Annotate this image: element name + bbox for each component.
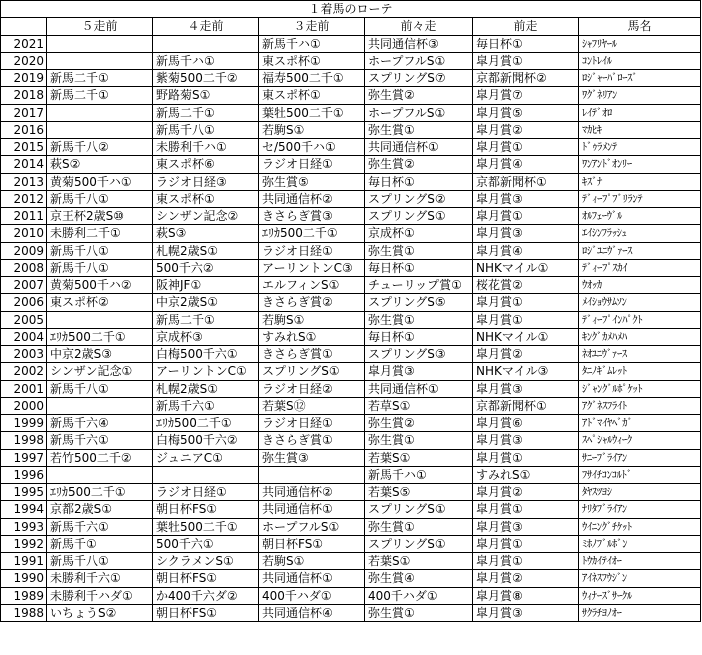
race-3-before-cell[interactable]: 若駒S① — [259, 311, 365, 328]
race-4-before-cell[interactable]: 500千六② — [153, 259, 259, 276]
race-5-before-cell[interactable]: 未勝利二千① — [47, 225, 153, 242]
year-cell[interactable]: 1996 — [1, 466, 47, 483]
race-2-before-cell[interactable]: 弥生賞② — [365, 415, 473, 432]
race-4-before-cell[interactable]: 紫菊500二千② — [153, 70, 259, 87]
year-cell[interactable]: 2003 — [1, 346, 47, 363]
race-3-before-cell[interactable]: 共同通信杯① — [259, 570, 365, 587]
table-row — [1, 242, 701, 259]
previous-race-cell[interactable]: 皐月賞① — [473, 501, 579, 518]
race-5-before-cell[interactable]: 新馬千八① — [47, 380, 153, 397]
race-3-before-cell[interactable]: 共同通信杯① — [259, 501, 365, 518]
race-4-before-cell[interactable]: 東スポ杯① — [153, 190, 259, 207]
race-5-before-cell[interactable] — [47, 35, 153, 52]
race-3-before-cell[interactable]: エルフィンS① — [259, 277, 365, 294]
race-2-before-cell[interactable]: スプリングS① — [365, 535, 473, 552]
horse-name-cell[interactable]: ﾛｼﾞｬｰﾊﾞﾛｰｽﾞ — [579, 70, 701, 87]
race-3-before-cell[interactable]: きさらぎ賞③ — [259, 208, 365, 225]
year-cell[interactable]: 1992 — [1, 535, 47, 552]
previous-race-cell[interactable]: 毎日杯① — [473, 35, 579, 52]
horse-name-cell[interactable]: ｵﾙﾌｪｰｳﾞﾙ — [579, 208, 701, 225]
table-row — [1, 397, 701, 414]
header-horse-name: 馬名 — [579, 18, 701, 35]
race-3-before-cell[interactable]: きさらぎ賞② — [259, 294, 365, 311]
previous-race-cell[interactable]: NHKマイル③ — [473, 363, 579, 380]
horse-name-cell[interactable]: ｻﾆｰﾌﾞﾗｲｱﾝ — [579, 449, 701, 466]
year-cell[interactable]: 1994 — [1, 501, 47, 518]
race-5-before-cell[interactable]: 新馬二千① — [47, 70, 153, 87]
race-4-before-cell[interactable] — [153, 466, 259, 483]
table-row — [1, 449, 701, 466]
previous-race-cell[interactable]: 京都新聞杯② — [473, 70, 579, 87]
race-4-before-cell[interactable]: 白梅500千六② — [153, 432, 259, 449]
race-2-before-cell[interactable]: 弥生賞① — [365, 604, 473, 621]
table-row — [1, 380, 701, 397]
race-4-before-cell[interactable]: 新馬二千① — [153, 311, 259, 328]
horse-name-cell[interactable]: ﾃﾞｨｰﾌﾟｲﾝﾊﾟｸﾄ — [579, 311, 701, 328]
horse-name-cell[interactable]: ﾄｳｶｲﾃｲｵｰ — [579, 553, 701, 570]
table-row — [1, 346, 701, 363]
race-2-before-cell[interactable]: スプリングS⑦ — [365, 70, 473, 87]
horse-name-cell[interactable]: ｻｸﾗﾁﾖﾉｵｰ — [579, 604, 701, 621]
previous-race-cell[interactable]: 皐月賞⑤ — [473, 104, 579, 121]
year-cell[interactable]: 1988 — [1, 604, 47, 621]
race-4-before-cell[interactable]: シクラメンS① — [153, 553, 259, 570]
year-cell[interactable]: 2016 — [1, 121, 47, 138]
year-cell[interactable]: 2010 — [1, 225, 47, 242]
race-5-before-cell[interactable]: 新馬千六① — [47, 432, 153, 449]
previous-race-cell[interactable]: 皐月賞① — [473, 553, 579, 570]
race-5-before-cell[interactable]: 萩S② — [47, 156, 153, 173]
horse-name-cell[interactable]: ｴｲｼﾝﾌﾗｯｼｭ — [579, 225, 701, 242]
race-3-before-cell[interactable]: 東スポ杯① — [259, 87, 365, 104]
table-row — [1, 587, 701, 604]
previous-race-cell[interactable]: 皐月賞① — [473, 311, 579, 328]
race-5-before-cell[interactable]: 黄菊500千ハ① — [47, 173, 153, 190]
race-5-before-cell[interactable]: ｴﾘｶ500二千① — [47, 484, 153, 501]
race-5-before-cell[interactable] — [47, 121, 153, 138]
header-3-races-before: ３走前 — [259, 18, 365, 35]
horse-name-cell[interactable]: ｱｲﾈｽﾌｳｼﾞﾝ — [579, 570, 701, 587]
race-2-before-cell[interactable]: スプリングS① — [365, 501, 473, 518]
race-5-before-cell[interactable] — [47, 397, 153, 414]
race-4-before-cell[interactable]: 新馬千六① — [153, 397, 259, 414]
previous-race-cell[interactable]: 皐月賞① — [473, 294, 579, 311]
race-5-before-cell[interactable]: いちょうS② — [47, 604, 153, 621]
race-2-before-cell[interactable]: ホープフルS① — [365, 104, 473, 121]
table-row — [1, 294, 701, 311]
previous-race-cell[interactable]: 桜花賞② — [473, 277, 579, 294]
table-row — [1, 156, 701, 173]
year-cell[interactable]: 2005 — [1, 311, 47, 328]
previous-race-cell[interactable]: 皐月賞③ — [473, 380, 579, 397]
year-cell[interactable]: 2009 — [1, 242, 47, 259]
horse-name-cell[interactable]: ﾏｶﾋｷ — [579, 121, 701, 138]
race-4-before-cell[interactable]: 阪神JF① — [153, 277, 259, 294]
table-row — [1, 277, 701, 294]
race-4-before-cell[interactable]: 白梅500千六① — [153, 346, 259, 363]
table-row — [1, 484, 701, 501]
race-2-before-cell[interactable]: 共同通信杯③ — [365, 35, 473, 52]
race-2-before-cell[interactable]: 毎日杯① — [365, 328, 473, 345]
race-4-before-cell[interactable]: 朝日杯FS① — [153, 501, 259, 518]
year-cell[interactable]: 1993 — [1, 518, 47, 535]
race-4-before-cell[interactable]: 新馬二千① — [153, 104, 259, 121]
race-2-before-cell[interactable]: 京成杯① — [365, 225, 473, 242]
previous-race-cell[interactable]: 皐月賞① — [473, 535, 579, 552]
previous-race-cell[interactable]: 皐月賞② — [473, 121, 579, 138]
race-3-before-cell[interactable]: 共同通信杯④ — [259, 604, 365, 621]
horse-name-cell[interactable]: ﾄﾞｩﾗﾒﾝﾃ — [579, 139, 701, 156]
horse-name-cell[interactable]: ﾀﾆﾉｷﾞﾑﾚｯﾄ — [579, 363, 701, 380]
race-5-before-cell[interactable]: 新馬千六④ — [47, 415, 153, 432]
table-row — [1, 432, 701, 449]
race-5-before-cell[interactable]: 新馬千六① — [47, 518, 153, 535]
horse-name-cell[interactable]: ﾛｼﾞﾕﾆｳﾞｧｰｽ — [579, 242, 701, 259]
horse-name-cell[interactable]: ﾃﾞｨｰﾌﾟﾌﾞﾘﾗﾝﾃ — [579, 190, 701, 207]
race-2-before-cell[interactable]: 若葉S① — [365, 449, 473, 466]
race-4-before-cell[interactable]: 野路菊S① — [153, 87, 259, 104]
race-4-before-cell[interactable]: 京成杯③ — [153, 328, 259, 345]
table-row — [1, 104, 701, 121]
race-2-before-cell[interactable]: ホープフルS① — [365, 52, 473, 69]
year-cell[interactable]: 2006 — [1, 294, 47, 311]
race-3-before-cell[interactable]: きさらぎ賞① — [259, 346, 365, 363]
race-4-before-cell[interactable]: 萩S③ — [153, 225, 259, 242]
race-4-before-cell[interactable]: 500千六① — [153, 535, 259, 552]
horse-name-cell[interactable]: ﾌｻｲﾁｺﾝｺﾙﾄﾞ — [579, 466, 701, 483]
race-5-before-cell[interactable]: 黄菊500千ハ② — [47, 277, 153, 294]
previous-race-cell[interactable]: NHKマイル① — [473, 259, 579, 276]
race-4-before-cell[interactable]: 新馬千八① — [153, 121, 259, 138]
year-cell[interactable]: 2001 — [1, 380, 47, 397]
table-row — [1, 311, 701, 328]
previous-race-cell[interactable]: 皐月賞③ — [473, 432, 579, 449]
race-2-before-cell[interactable]: 弥生賞① — [365, 432, 473, 449]
header-year — [1, 18, 47, 35]
race-4-before-cell[interactable]: 札幌2歳S① — [153, 380, 259, 397]
table-row — [1, 328, 701, 345]
table-row — [1, 466, 701, 483]
race-5-before-cell[interactable]: 京都2歳S① — [47, 501, 153, 518]
previous-race-cell[interactable]: 皐月賞⑦ — [473, 87, 579, 104]
race-5-before-cell[interactable]: 未勝利千六① — [47, 570, 153, 587]
year-cell[interactable]: 2021 — [1, 35, 47, 52]
race-5-before-cell[interactable]: 新馬千八① — [47, 553, 153, 570]
sheet-title: １着馬のローテ — [1, 1, 701, 18]
race-2-before-cell[interactable]: 弥生賞① — [365, 242, 473, 259]
race-5-before-cell[interactable]: シンザン記念① — [47, 363, 153, 380]
horse-name-cell[interactable]: ｺﾝﾄﾚｲﾙ — [579, 52, 701, 69]
race-2-before-cell[interactable]: スプリングS⑤ — [365, 294, 473, 311]
year-cell[interactable]: 1997 — [1, 449, 47, 466]
year-cell[interactable]: 2007 — [1, 277, 47, 294]
race-4-before-cell[interactable]: ラジオ日経③ — [153, 173, 259, 190]
table-row — [1, 87, 701, 104]
race-5-before-cell[interactable]: ｴﾘｶ500二千① — [47, 328, 153, 345]
table-row — [1, 363, 701, 380]
horse-name-cell[interactable]: ｷｽﾞﾅ — [579, 173, 701, 190]
horse-name-cell[interactable]: ﾀﾔｽﾂﾖｼ — [579, 484, 701, 501]
table-row — [1, 553, 701, 570]
race-2-before-cell[interactable]: 若草S① — [365, 397, 473, 414]
race-3-before-cell[interactable]: ラジオ日経② — [259, 380, 365, 397]
race-3-before-cell[interactable]: 若駒S① — [259, 553, 365, 570]
race-2-before-cell[interactable]: 弥生賞① — [365, 311, 473, 328]
table-row — [1, 604, 701, 621]
table-row — [1, 535, 701, 552]
previous-race-cell[interactable]: 皐月賞② — [473, 570, 579, 587]
horse-name-cell[interactable]: ｷﾝｸﾞｶﾒﾊﾒﾊ — [579, 328, 701, 345]
horse-name-cell[interactable]: ｱﾄﾞﾏｲﾔﾍﾞｶﾞ — [579, 415, 701, 432]
race-2-before-cell[interactable]: 弥生賞① — [365, 121, 473, 138]
table-row — [1, 570, 701, 587]
race-2-before-cell[interactable]: スプリングS① — [365, 208, 473, 225]
year-cell[interactable]: 2020 — [1, 52, 47, 69]
race-2-before-cell[interactable]: 毎日杯① — [365, 259, 473, 276]
previous-race-cell[interactable]: 皐月賞② — [473, 346, 579, 363]
header-4-races-before: ４走前 — [153, 18, 259, 35]
title-row — [1, 1, 701, 18]
year-cell[interactable]: 2012 — [1, 190, 47, 207]
table-row — [1, 121, 701, 138]
race-2-before-cell[interactable]: スプリングS③ — [365, 346, 473, 363]
year-cell[interactable]: 1995 — [1, 484, 47, 501]
previous-race-cell[interactable]: 皐月賞① — [473, 208, 579, 225]
race-3-before-cell[interactable]: すみれS① — [259, 328, 365, 345]
race-2-before-cell[interactable]: 弥生賞① — [365, 518, 473, 535]
table-row — [1, 190, 701, 207]
race-3-before-cell[interactable]: 若駒S① — [259, 121, 365, 138]
race-2-before-cell[interactable]: 400千ハダ① — [365, 587, 473, 604]
horse-name-cell[interactable]: ﾜﾝｱﾝﾄﾞｵﾝﾘｰ — [579, 156, 701, 173]
race-5-before-cell[interactable]: 新馬千八① — [47, 259, 153, 276]
race-4-before-cell[interactable]: 朝日杯FS① — [153, 570, 259, 587]
race-5-before-cell[interactable]: 京王杯2歳S⑩ — [47, 208, 153, 225]
race-2-before-cell[interactable]: チューリップ賞① — [365, 277, 473, 294]
race-4-before-cell[interactable]: 葉牡500二千① — [153, 518, 259, 535]
horse-name-cell[interactable]: ｳｵｯｶ — [579, 277, 701, 294]
previous-race-cell[interactable]: NHKマイル① — [473, 328, 579, 345]
previous-race-cell[interactable]: 皐月賞① — [473, 139, 579, 156]
race-4-before-cell[interactable]: ｴﾘｶ500二千① — [153, 415, 259, 432]
race-2-before-cell[interactable]: 共同通信杯① — [365, 380, 473, 397]
race-3-before-cell[interactable]: 弥生賞⑤ — [259, 173, 365, 190]
header-2-races-before: 前々走 — [365, 18, 473, 35]
race-4-before-cell[interactable]: ジュニアC① — [153, 449, 259, 466]
horse-name-cell[interactable]: ﾐﾎﾉﾌﾞﾙﾎﾞﾝ — [579, 535, 701, 552]
horse-name-cell[interactable]: ﾃﾞｨｰﾌﾟｽｶｲ — [579, 259, 701, 276]
race-3-before-cell[interactable]: ラジオ日経① — [259, 156, 365, 173]
race-5-before-cell[interactable]: 新馬千八① — [47, 242, 153, 259]
race-4-before-cell[interactable]: アーリントンC① — [153, 363, 259, 380]
race-3-before-cell[interactable]: 400千ハダ① — [259, 587, 365, 604]
previous-race-cell[interactable]: 皐月賞③ — [473, 604, 579, 621]
race-3-before-cell[interactable]: スプリングS① — [259, 363, 365, 380]
race-5-before-cell[interactable]: 未勝利千ハダ① — [47, 587, 153, 604]
race-3-before-cell[interactable]: セ/500千ハ① — [259, 139, 365, 156]
previous-race-cell[interactable]: 皐月賞③ — [473, 518, 579, 535]
year-cell[interactable]: 2000 — [1, 397, 47, 414]
year-cell[interactable]: 2015 — [1, 139, 47, 156]
table-row — [1, 518, 701, 535]
previous-race-cell[interactable]: すみれS① — [473, 466, 579, 483]
year-cell[interactable]: 2004 — [1, 328, 47, 345]
previous-race-cell[interactable]: 皐月賞⑥ — [473, 415, 579, 432]
header-5-races-before: ５走前 — [47, 18, 153, 35]
race-2-before-cell[interactable]: 弥生賞② — [365, 87, 473, 104]
race-3-before-cell[interactable]: ラジオ日経① — [259, 242, 365, 259]
horse-name-cell[interactable]: ｳｲﾆﾝｸﾞﾁｹｯﾄ — [579, 518, 701, 535]
race-2-before-cell[interactable]: 若葉S① — [365, 553, 473, 570]
table-row — [1, 35, 701, 52]
race-3-before-cell[interactable]: ホープフルS① — [259, 518, 365, 535]
table-row — [1, 173, 701, 190]
horse-name-cell[interactable]: ｳｨﾅｰｽﾞｻｰｸﾙ — [579, 587, 701, 604]
race-4-before-cell[interactable]: シンザン記念② — [153, 208, 259, 225]
year-cell[interactable]: 1990 — [1, 570, 47, 587]
race-4-before-cell[interactable]: 中京2歳S① — [153, 294, 259, 311]
previous-race-cell[interactable]: 皐月賞③ — [473, 225, 579, 242]
year-cell[interactable]: 1989 — [1, 587, 47, 604]
race-2-before-cell[interactable]: 弥生賞④ — [365, 570, 473, 587]
table-row — [1, 208, 701, 225]
race-4-before-cell[interactable] — [153, 35, 259, 52]
race-3-before-cell[interactable]: 新馬千ハ① — [259, 35, 365, 52]
table-row — [1, 415, 701, 432]
race-2-before-cell[interactable]: 若葉S⑤ — [365, 484, 473, 501]
table-row — [1, 501, 701, 518]
year-cell[interactable]: 2008 — [1, 259, 47, 276]
race-2-before-cell[interactable]: 新馬千ハ① — [365, 466, 473, 483]
race-3-before-cell[interactable]: 共同通信杯② — [259, 190, 365, 207]
race-5-before-cell[interactable] — [47, 52, 153, 69]
race-3-before-cell[interactable]: ｴﾘｶ500二千① — [259, 225, 365, 242]
race-3-before-cell[interactable]: 若葉S⑫ — [259, 397, 365, 414]
race-4-before-cell[interactable]: ラジオ日経① — [153, 484, 259, 501]
table-row — [1, 225, 701, 242]
horse-name-cell[interactable]: ｼｬﾌﾘﾔｰﾙ — [579, 35, 701, 52]
race-4-before-cell[interactable]: 東スポ杯⑥ — [153, 156, 259, 173]
race-3-before-cell[interactable]: 福寿500二千① — [259, 70, 365, 87]
race-5-before-cell[interactable] — [47, 104, 153, 121]
table-row — [1, 70, 701, 87]
horse-name-cell[interactable]: ｱｸﾞﾈｽﾌﾗｲﾄ — [579, 397, 701, 414]
race-2-before-cell[interactable]: 毎日杯① — [365, 173, 473, 190]
horse-name-cell[interactable]: ｼﾞｬﾝｸﾞﾙﾎﾟｹｯﾄ — [579, 380, 701, 397]
previous-race-cell[interactable]: 京都新聞杯① — [473, 173, 579, 190]
table-row — [1, 259, 701, 276]
year-cell[interactable]: 2018 — [1, 87, 47, 104]
previous-race-cell[interactable]: 皐月賞③ — [473, 190, 579, 207]
race-3-before-cell[interactable]: 東スポ杯① — [259, 52, 365, 69]
race-2-before-cell[interactable]: 共同通信杯① — [365, 139, 473, 156]
year-cell[interactable]: 2002 — [1, 363, 47, 380]
previous-race-cell[interactable]: 皐月賞④ — [473, 156, 579, 173]
year-cell[interactable]: 1999 — [1, 415, 47, 432]
race-5-before-cell[interactable]: 新馬千八① — [47, 190, 153, 207]
previous-race-cell[interactable]: 皐月賞① — [473, 52, 579, 69]
race-5-before-cell[interactable]: 若竹500二千② — [47, 449, 153, 466]
previous-race-cell[interactable]: 皐月賞④ — [473, 242, 579, 259]
race-5-before-cell[interactable]: 新馬二千① — [47, 87, 153, 104]
race-4-before-cell[interactable]: 札幌2歳S① — [153, 242, 259, 259]
horse-name-cell[interactable]: ﾈｵﾕﾆｳﾞｧｰｽ — [579, 346, 701, 363]
race-5-before-cell[interactable]: 新馬千① — [47, 535, 153, 552]
header-row — [1, 18, 701, 35]
race-4-before-cell[interactable]: 新馬千ハ① — [153, 52, 259, 69]
year-cell[interactable]: 2011 — [1, 208, 47, 225]
year-cell[interactable]: 1998 — [1, 432, 47, 449]
race-5-before-cell[interactable]: 中京2歳S③ — [47, 346, 153, 363]
table-row — [1, 52, 701, 69]
race-2-before-cell[interactable]: 皐月賞③ — [365, 363, 473, 380]
previous-race-cell[interactable]: 皐月賞⑧ — [473, 587, 579, 604]
race-4-before-cell[interactable]: 朝日杯FS① — [153, 604, 259, 621]
race-3-before-cell[interactable] — [259, 466, 365, 483]
race-3-before-cell[interactable]: 朝日杯FS① — [259, 535, 365, 552]
race-5-before-cell[interactable] — [47, 466, 153, 483]
race-4-before-cell[interactable]: か400千六ダ② — [153, 587, 259, 604]
horse-name-cell[interactable]: ﾒｲｼｮｳｻﾑｿﾝ — [579, 294, 701, 311]
race-3-before-cell[interactable]: 弥生賞③ — [259, 449, 365, 466]
previous-race-cell[interactable]: 京都新聞杯① — [473, 397, 579, 414]
race-3-before-cell[interactable]: きさらぎ賞① — [259, 432, 365, 449]
race-3-before-cell[interactable]: ラジオ日経① — [259, 415, 365, 432]
horse-name-cell[interactable]: ﾅﾘﾀﾌﾞﾗｲｱﾝ — [579, 501, 701, 518]
race-5-before-cell[interactable] — [47, 311, 153, 328]
year-cell[interactable]: 2014 — [1, 156, 47, 173]
table-row — [1, 139, 701, 156]
year-cell[interactable]: 1991 — [1, 553, 47, 570]
race-3-before-cell[interactable]: アーリントンC③ — [259, 259, 365, 276]
race-5-before-cell[interactable]: 東スポ杯② — [47, 294, 153, 311]
race-3-before-cell[interactable]: 葉牡500二千① — [259, 104, 365, 121]
previous-race-cell[interactable]: 皐月賞① — [473, 449, 579, 466]
horse-name-cell[interactable]: ﾚｲﾃﾞｵﾛ — [579, 104, 701, 121]
year-cell[interactable]: 2013 — [1, 173, 47, 190]
horse-name-cell[interactable]: ﾜｸﾞﾈﾘｱﾝ — [579, 87, 701, 104]
race-5-before-cell[interactable]: 新馬千八② — [47, 139, 153, 156]
year-cell[interactable]: 2017 — [1, 104, 47, 121]
horse-name-cell[interactable]: ｽﾍﾟｼｬﾙｳｨｰｸ — [579, 432, 701, 449]
header-previous-race: 前走 — [473, 18, 579, 35]
race-2-before-cell[interactable]: 弥生賞② — [365, 156, 473, 173]
year-cell[interactable]: 2019 — [1, 70, 47, 87]
race-4-before-cell[interactable]: 未勝利千ハ① — [153, 139, 259, 156]
race-2-before-cell[interactable]: スプリングS② — [365, 190, 473, 207]
race-3-before-cell[interactable]: 共同通信杯② — [259, 484, 365, 501]
previous-race-cell[interactable]: 皐月賞② — [473, 484, 579, 501]
